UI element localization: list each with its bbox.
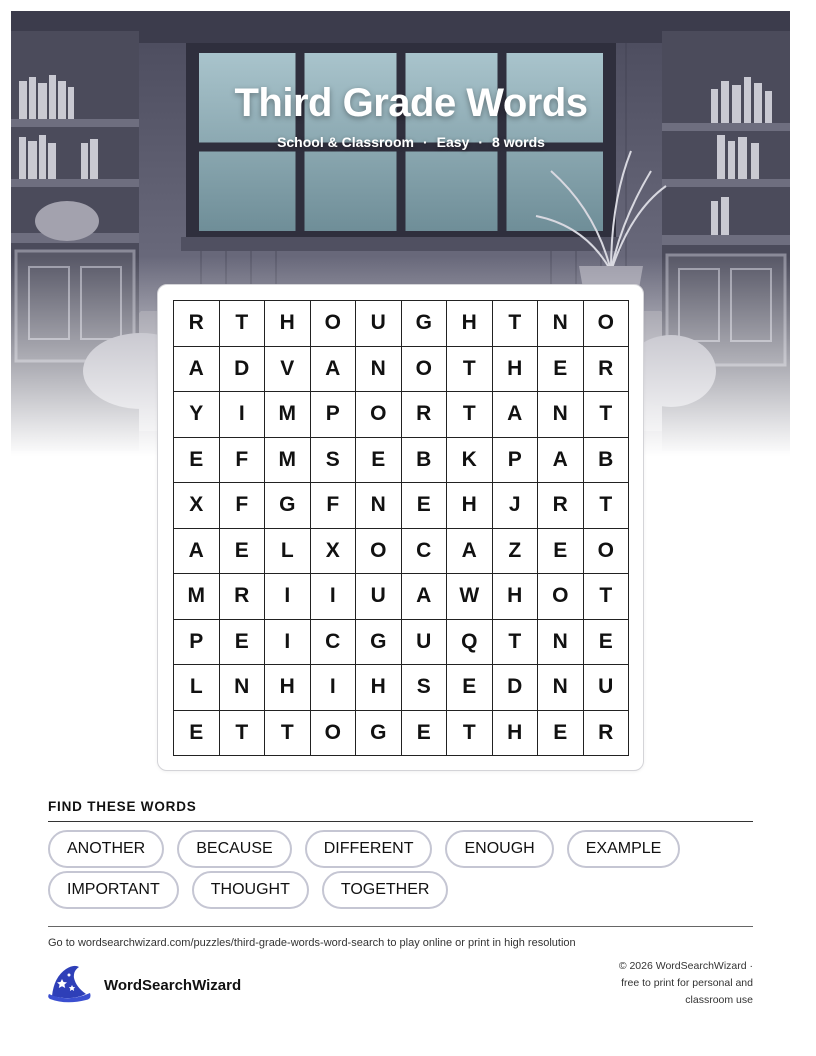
grid-cell[interactable]: M bbox=[265, 438, 311, 484]
grid-cell[interactable]: I bbox=[220, 392, 266, 438]
grid-cell[interactable]: B bbox=[584, 438, 630, 484]
grid-cell[interactable]: G bbox=[356, 620, 402, 666]
grid-cell[interactable]: O bbox=[402, 347, 448, 393]
grid-cell[interactable]: T bbox=[447, 392, 493, 438]
copyright-line: © 2026 WordSearchWizard · bbox=[618, 960, 753, 972]
word-chip[interactable]: TOGETHER bbox=[322, 871, 449, 909]
grid-cell[interactable]: C bbox=[311, 620, 357, 666]
grid-cell[interactable]: N bbox=[356, 483, 402, 529]
grid-cell[interactable]: N bbox=[538, 665, 584, 711]
grid-cell[interactable]: P bbox=[493, 438, 539, 484]
grid-cell[interactable]: G bbox=[356, 711, 402, 757]
grid-cell[interactable]: H bbox=[265, 301, 311, 347]
grid-cell[interactable]: M bbox=[265, 392, 311, 438]
grid-cell[interactable]: E bbox=[356, 438, 402, 484]
grid-cell[interactable]: T bbox=[584, 574, 630, 620]
grid-cell[interactable]: O bbox=[538, 574, 584, 620]
grid-cell[interactable]: A bbox=[538, 438, 584, 484]
grid-cell[interactable]: I bbox=[265, 574, 311, 620]
grid-cell[interactable]: R bbox=[220, 574, 266, 620]
grid-cell[interactable]: R bbox=[538, 483, 584, 529]
grid-cell[interactable]: R bbox=[402, 392, 448, 438]
grid-cell[interactable]: T bbox=[220, 711, 266, 757]
grid-cell[interactable]: N bbox=[538, 301, 584, 347]
grid-cell[interactable]: X bbox=[174, 483, 220, 529]
grid-cell[interactable]: T bbox=[493, 301, 539, 347]
grid-cell[interactable]: L bbox=[174, 665, 220, 711]
word-chip[interactable]: DIFFERENT bbox=[305, 830, 433, 868]
page-title: Third Grade Words bbox=[234, 81, 588, 125]
grid-cell[interactable]: O bbox=[311, 711, 357, 757]
grid-cell[interactable]: W bbox=[447, 574, 493, 620]
grid-cell[interactable]: J bbox=[493, 483, 539, 529]
grid-cell[interactable]: T bbox=[584, 483, 630, 529]
copyright-line: classroom use bbox=[685, 994, 753, 1006]
grid-cell[interactable]: V bbox=[265, 347, 311, 393]
grid-cell[interactable]: A bbox=[447, 529, 493, 575]
grid-cell[interactable]: I bbox=[311, 665, 357, 711]
word-list bbox=[48, 830, 753, 912]
word-list-heading: FIND THESE WORDS bbox=[48, 799, 197, 814]
word-chip[interactable]: THOUGHT bbox=[192, 871, 309, 909]
grid-cell[interactable]: D bbox=[220, 347, 266, 393]
word-chip[interactable]: IMPORTANT bbox=[48, 871, 179, 909]
brand[interactable] bbox=[46, 963, 241, 1008]
play-online-link[interactable]: Go to wordsearchwizard.com/puzzles/third-grade-words-word-search to play online or print in high resolution bbox=[48, 937, 576, 949]
grid-cell[interactable]: T bbox=[447, 711, 493, 757]
grid-cell[interactable]: Z bbox=[493, 529, 539, 575]
grid-cell[interactable]: F bbox=[220, 438, 266, 484]
grid-cell[interactable]: L bbox=[265, 529, 311, 575]
grid-cell[interactable]: H bbox=[447, 483, 493, 529]
grid-cell[interactable]: O bbox=[356, 529, 402, 575]
grid-cell[interactable]: B bbox=[402, 438, 448, 484]
meta-separator: · bbox=[478, 134, 484, 150]
word-row bbox=[48, 830, 753, 868]
grid-cell[interactable]: P bbox=[311, 392, 357, 438]
word-row bbox=[48, 871, 753, 909]
grid-cell[interactable]: E bbox=[174, 711, 220, 757]
grid-cell[interactable]: N bbox=[538, 620, 584, 666]
grid-cell[interactable]: E bbox=[220, 529, 266, 575]
grid-cell[interactable]: G bbox=[402, 301, 448, 347]
grid-cell[interactable]: U bbox=[584, 665, 630, 711]
difficulty-label: Easy bbox=[436, 134, 470, 150]
grid-cell[interactable]: E bbox=[220, 620, 266, 666]
grid-cell[interactable]: N bbox=[356, 347, 402, 393]
grid-cell[interactable]: R bbox=[584, 347, 630, 393]
grid-cell[interactable]: T bbox=[220, 301, 266, 347]
grid-cell[interactable]: T bbox=[584, 392, 630, 438]
grid-cell[interactable]: H bbox=[356, 665, 402, 711]
grid-cell[interactable]: H bbox=[493, 711, 539, 757]
grid-cell[interactable]: E bbox=[584, 620, 630, 666]
grid-cell[interactable]: O bbox=[356, 392, 402, 438]
grid-cell[interactable]: R bbox=[174, 301, 220, 347]
divider bbox=[48, 821, 753, 822]
grid-cell[interactable]: Q bbox=[447, 620, 493, 666]
grid-cell[interactable]: U bbox=[356, 301, 402, 347]
word-chip[interactable]: EXAMPLE bbox=[567, 830, 681, 868]
grid-cell[interactable]: O bbox=[584, 529, 630, 575]
grid-cell[interactable]: E bbox=[538, 711, 584, 757]
letter-grid[interactable] bbox=[173, 300, 629, 756]
grid-cell[interactable]: E bbox=[538, 529, 584, 575]
grid-cell[interactable]: R bbox=[584, 711, 630, 757]
grid-cell[interactable]: F bbox=[220, 483, 266, 529]
grid-cell[interactable]: D bbox=[493, 665, 539, 711]
grid-cell[interactable]: H bbox=[493, 574, 539, 620]
grid-cell[interactable]: E bbox=[402, 483, 448, 529]
grid-cell[interactable]: E bbox=[447, 665, 493, 711]
grid-cell[interactable]: X bbox=[311, 529, 357, 575]
grid-cell[interactable]: O bbox=[584, 301, 630, 347]
category-label: School & Classroom bbox=[277, 134, 414, 150]
grid-cell[interactable]: I bbox=[265, 620, 311, 666]
grid-cell[interactable]: S bbox=[311, 438, 357, 484]
grid-cell[interactable]: S bbox=[402, 665, 448, 711]
grid-cell[interactable]: A bbox=[402, 574, 448, 620]
grid-cell[interactable]: E bbox=[538, 347, 584, 393]
grid-cell[interactable]: H bbox=[447, 301, 493, 347]
grid-cell[interactable]: A bbox=[174, 347, 220, 393]
copyright-line: free to print for personal and bbox=[621, 977, 753, 989]
grid-cell[interactable]: E bbox=[402, 711, 448, 757]
grid-cell[interactable]: C bbox=[402, 529, 448, 575]
puzzle-card bbox=[157, 284, 644, 771]
grid-cell[interactable]: T bbox=[493, 620, 539, 666]
grid-cell[interactable]: T bbox=[265, 711, 311, 757]
grid-cell[interactable]: U bbox=[356, 574, 402, 620]
meta-separator: · bbox=[422, 134, 428, 150]
puzzle-meta bbox=[11, 134, 790, 150]
grid-cell[interactable]: Y bbox=[174, 392, 220, 438]
grid-cell[interactable]: A bbox=[311, 347, 357, 393]
wizard-hat-icon bbox=[46, 963, 92, 1008]
divider bbox=[48, 926, 753, 927]
grid-cell[interactable]: M bbox=[174, 574, 220, 620]
word-chip[interactable]: ANOTHER bbox=[48, 830, 164, 868]
grid-cell[interactable]: A bbox=[493, 392, 539, 438]
grid-cell[interactable]: I bbox=[311, 574, 357, 620]
grid-cell[interactable]: E bbox=[174, 438, 220, 484]
word-chip[interactable]: ENOUGH bbox=[445, 830, 553, 868]
grid-cell[interactable]: H bbox=[493, 347, 539, 393]
brand-name: WordSearchWizard bbox=[104, 977, 242, 994]
word-count-label: 8 words bbox=[492, 134, 545, 150]
grid-cell[interactable]: F bbox=[311, 483, 357, 529]
word-chip[interactable]: BECAUSE bbox=[177, 830, 291, 868]
grid-cell[interactable]: U bbox=[402, 620, 448, 666]
grid-cell[interactable]: G bbox=[265, 483, 311, 529]
copyright-notice bbox=[553, 958, 753, 1009]
grid-cell[interactable]: K bbox=[447, 438, 493, 484]
grid-cell[interactable]: N bbox=[220, 665, 266, 711]
grid-cell[interactable]: T bbox=[447, 347, 493, 393]
grid-cell[interactable]: O bbox=[311, 301, 357, 347]
grid-cell[interactable]: P bbox=[174, 620, 220, 666]
grid-cell[interactable]: H bbox=[265, 665, 311, 711]
grid-cell[interactable]: A bbox=[174, 529, 220, 575]
grid-cell[interactable]: N bbox=[538, 392, 584, 438]
